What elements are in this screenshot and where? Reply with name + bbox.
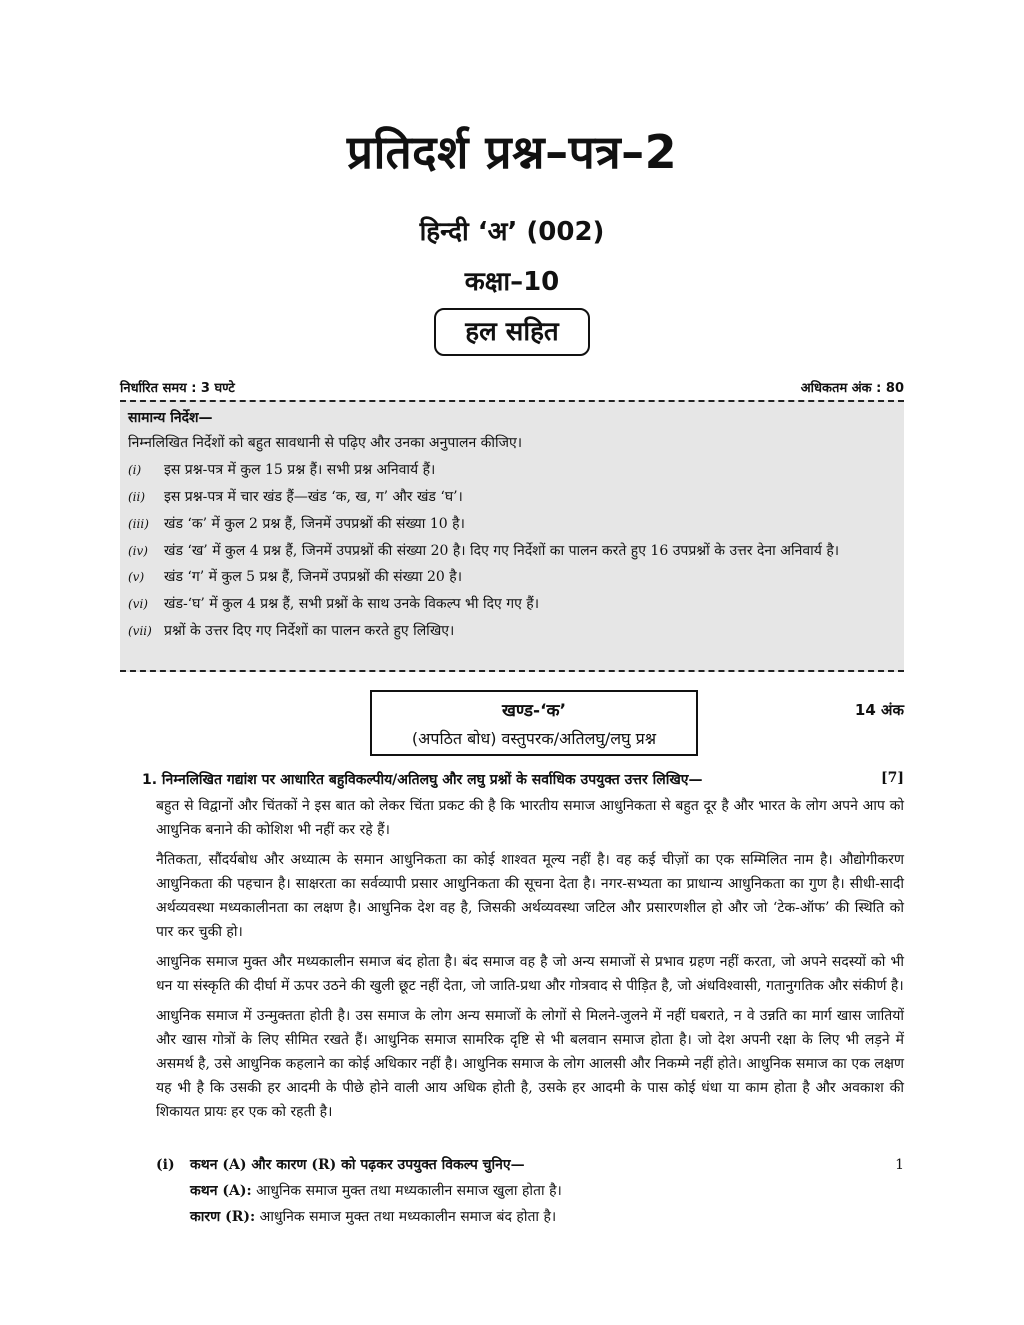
instruction-item xyxy=(128,591,896,618)
instruction-item xyxy=(128,484,896,511)
instruction-number: (v) xyxy=(128,570,145,584)
section-title: खण्ड-‘क’ xyxy=(501,701,567,721)
section-header xyxy=(370,690,698,756)
max-marks-label: अधिकतम अंक : 80 xyxy=(800,381,904,396)
passage xyxy=(156,794,904,1130)
reason-text: आधुनिक समाज मुक्त तथा मध्यकालीन समाज बंद होता है। xyxy=(255,1209,557,1225)
sub-question-number: (i) xyxy=(156,1157,175,1173)
section-subtitle: (अपठित बोध) वस्तुपरक/अतिलघु/लघु प्रश्न xyxy=(411,729,657,748)
reason-label: कारण (R): xyxy=(190,1209,256,1225)
class-title: कक्षा–10 xyxy=(464,267,560,297)
instruction-item xyxy=(128,511,896,538)
time-label: निर्धारित समय : 3 घण्टे xyxy=(120,381,235,396)
passage-paragraph: आधुनिक समाज मुक्त और मध्यकालीन समाज बंद होता है। बंद समाज वह है जो अन्य समाजों से प्रभाव ग्रहण नहीं करता, जो अपने सदस्यों को भी धन या संस्कृति की दीर्घा में ऊपर उठने की खुली छूट नहीं देता, जो जाति-प्रथा और गोत्रवाद से पीड़ित है, जो अंधविश्वासी, गतानुगतिक और संकीर्ण है। xyxy=(156,954,904,994)
exam-meta xyxy=(120,378,904,396)
instruction-number: (iii) xyxy=(128,517,149,531)
instructions-heading: सामान्य निर्देश— xyxy=(128,410,213,426)
instruction-item xyxy=(128,564,896,591)
instruction-number: (vi) xyxy=(128,597,148,611)
passage-paragraph: बहुत से विद्वानों और चिंतकों ने इस बात को लेकर चिंता प्रकट की है कि भारतीय समाज आधुनिकता से बहुत दूर है और भारत के लोग अपने आप को आधुनिक बनाने की कोशिश भी नहीं कर रहे हैं। xyxy=(156,798,904,838)
sub-question-prompt-row xyxy=(156,1152,904,1178)
general-instructions xyxy=(120,400,904,672)
assertion-line xyxy=(156,1178,904,1204)
assertion-label: कथन (A): xyxy=(190,1183,252,1199)
question-text: 1. निम्नलिखित गद्यांश पर आधारित बहुविकल्पीय/अतिलघु और लघु प्रश्नों के सर्वाधिक उपयुक्त उत्तर लिखिए— xyxy=(142,772,703,788)
sub-question-prompt: कथन (A) और कारण (R) को पढ़कर उपयुक्त विकल्प चुनिए— xyxy=(190,1157,525,1173)
instruction-item xyxy=(128,618,896,645)
instructions-intro: निम्नलिखित निर्देशों को बहुत सावधानी से पढ़िए और उनका अनुपालन कीजिए। xyxy=(128,435,523,451)
instruction-text: इस प्रश्न-पत्र में चार खंड हैं—खंड ‘क, ख, ग’ और खंड ‘घ’। xyxy=(164,489,463,505)
subject-title: हिन्दी ‘अ’ (002) xyxy=(419,217,605,247)
instruction-number: (iv) xyxy=(128,544,148,558)
instruction-item xyxy=(128,457,896,484)
instruction-text: प्रश्नों के उत्तर दिए गए निर्देशों का पालन करते हुए लिखिए। xyxy=(164,623,455,639)
question-marks: [7] xyxy=(881,770,904,786)
instruction-text: खंड ‘ग’ में कुल 5 प्रश्न हैं, जिनमें उपप्रश्नों की संख्या 20 है। xyxy=(164,569,462,585)
instruction-number: (i) xyxy=(128,463,142,477)
passage-paragraph: आधुनिक समाज में उन्मुक्तता होती है। उस समाज के लोग अन्य समाजों के लोगों से मिलने-जुलने में नहीं घबराते, न वे उन्नति का मार्ग खास जातियों और खास गोत्रों के लिए सीमित रखते हैं। आधुनिक समाज सामरिक दृष्टि से भी बलवान समाज होता है। जो देश अपनी रक्षा के लिए भी लड़ने में असमर्थ है, उसे आधुनिक कहलाने का कोई अधिकार नहीं है। आधुनिक समाज के लोग आलसी और निकम्मे नहीं होते। आधुनिक समाज का एक लक्षण यह भी है कि उसकी हर आदमी के पीछे होने वाली आय अधिक होती है, उसके हर आदमी के पास कोई धंधा या काम होता है और अवकाश की शिकायत प्रायः हर एक को रहती है। xyxy=(156,1008,904,1120)
assertion-text: आधुनिक समाज मुक्त तथा मध्यकालीन समाज खुला होता है। xyxy=(251,1183,562,1199)
page-title: प्रतिदर्श प्रश्न–पत्र–2 xyxy=(346,125,678,179)
reason-line xyxy=(156,1204,904,1230)
sub-question-marks: 1 xyxy=(895,1157,904,1173)
instruction-text: खंड-‘घ’ में कुल 4 प्रश्न हैं, सभी प्रश्नों के साथ उनके विकल्प भी दिए गए हैं। xyxy=(164,596,540,612)
section-marks: 14 अंक xyxy=(854,701,904,719)
instruction-number: (ii) xyxy=(128,490,146,504)
question-1-label xyxy=(142,770,904,789)
instruction-text: इस प्रश्न-पत्र में कुल 15 प्रश्न हैं। सभी प्रश्न अनिवार्य हैं। xyxy=(164,462,436,478)
instruction-item xyxy=(128,538,896,564)
instruction-number: (vii) xyxy=(128,624,152,638)
instruction-text: खंड ‘ख’ में कुल 4 प्रश्न हैं, जिनमें उपप्रश्नों की संख्या 20 है। दिए गए निर्देशों का पालन करते हुए 16 उपप्रश्नों के उत्तर देना अनिवार्य है। xyxy=(164,543,840,559)
solved-badge: हल सहित xyxy=(434,308,590,356)
passage-paragraph: नैतिकता, सौंदर्यबोध और अध्यात्म के समान आधुनिकता का कोई शाश्वत मूल्य नहीं है। वह कई चीज़ों का एक सम्मिलित नाम है। औद्योगीकरण आधुनिकता की पहचान है। साक्षरता का सर्वव्यापी प्रसार आधुनिकता की सूचना देता है। नगर-सभ्यता का प्राधान्य आधुनिकता का गुण है। सीधी-सादी अर्थव्यवस्था मध्यकालीनता का लक्षण है। आधुनिक देश वह है, जिसकी अर्थव्यवस्था जटिल और प्रसारणशील हो और जो ‘टेक-ऑफ’ की स्थिति को पार कर चुकी हो। xyxy=(156,852,904,940)
sub-question-i xyxy=(156,1152,904,1230)
instruction-text: खंड ‘क’ में कुल 2 प्रश्न हैं, जिनमें उपप्रश्नों की संख्या 10 है। xyxy=(164,516,465,532)
